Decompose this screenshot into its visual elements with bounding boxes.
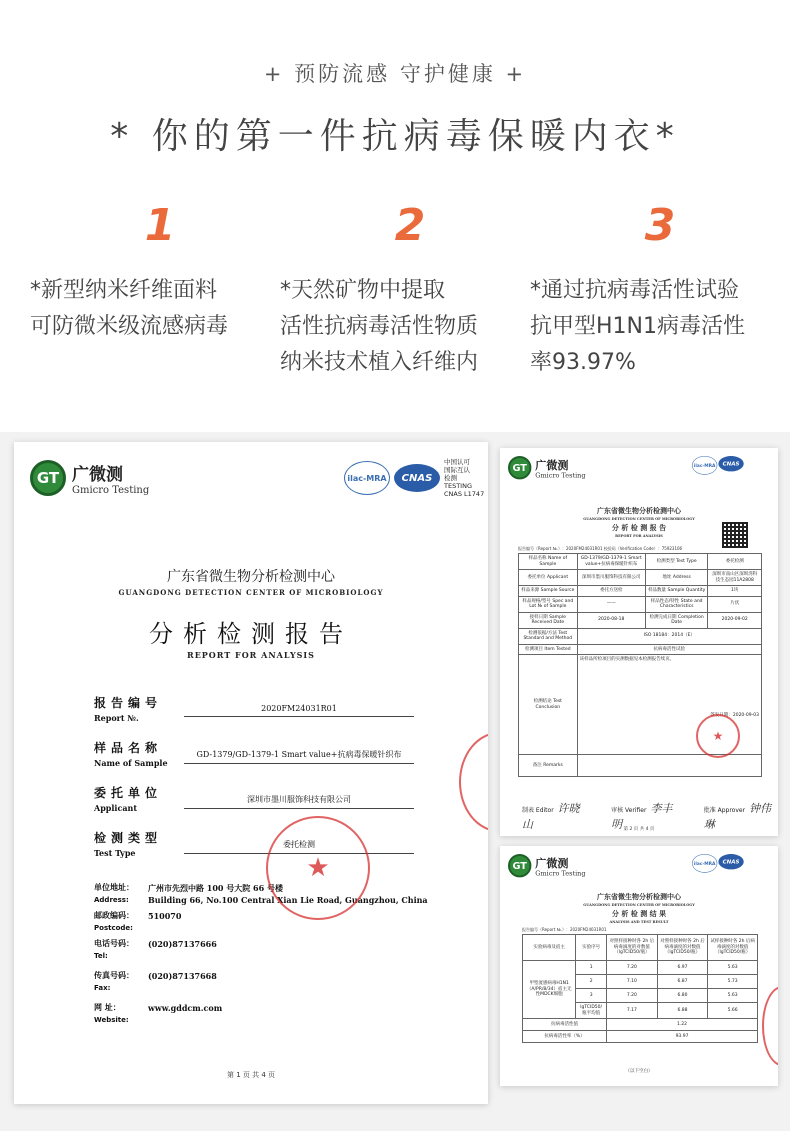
feature-number: 2 [394, 200, 426, 251]
contact-key-en: Address: [94, 896, 129, 904]
contact-value-en: Building 66, No.100 Central Xian Lie Road, Guangzhou, China [148, 895, 428, 905]
table-row [519, 554, 762, 570]
table-cell: 6.87 [657, 975, 708, 989]
certificate-cover-page [14, 442, 488, 1104]
contact-value: www.gddcm.com [148, 1003, 223, 1013]
accreditation-marks [692, 854, 744, 873]
table-cell: 样品名称 Name of Sample [519, 554, 578, 570]
table-header: 实验病毒及宿主 [523, 935, 576, 961]
contact-value: 510070 [148, 911, 182, 921]
ilac-mra-icon: ilac-MRA [344, 461, 390, 495]
feature-number: 3 [644, 200, 676, 251]
qr-code-icon [722, 522, 748, 548]
signature: 钟伟琳 [703, 802, 772, 831]
reference-line: 报告编号（Report №.）：2020FM24031R01 校验码（Verification Code）：75923106 [518, 546, 683, 551]
blank-marker: （以下空白） [625, 1069, 653, 1074]
table-cell: 5.66 [708, 1003, 758, 1019]
accreditation-marks [692, 456, 744, 475]
table-row [519, 586, 762, 597]
field-label-en: Applicant [94, 803, 138, 813]
report-title-cn: 分 析 检 测 报 告 [611, 524, 667, 532]
table-cell: 3 [576, 989, 607, 1003]
table-cell: 检测结论 Test Conclusion [519, 655, 578, 755]
table-cell: 委托单位 Applicant [519, 570, 578, 586]
feature-number: 1 [144, 200, 176, 251]
table-cell: 抗病毒活性值 [523, 1019, 607, 1031]
signature-label: 制表 Editor [522, 807, 554, 814]
field-value: 委托检测 [184, 839, 414, 854]
feature-text [530, 273, 790, 381]
cnas-line: TESTING [444, 482, 472, 490]
signature: 许晓山 [522, 802, 580, 831]
brand-logo [508, 456, 586, 479]
signature: 李丰明 [611, 802, 673, 831]
table-row [519, 612, 762, 628]
field-label: 报告编号 [94, 696, 163, 710]
feature-line: 抗甲型H1N1病毒活性 [530, 314, 745, 339]
contact-key-en: Postcode: [94, 924, 133, 932]
table-cell: 5.63 [708, 961, 758, 975]
feature-line: *通过抗病毒活性试验 [530, 278, 740, 303]
seal-edge-icon [762, 986, 778, 1066]
table-cell: 委托检测 [708, 554, 762, 570]
contact-key: 邮政编码： [94, 911, 134, 920]
field-label-en: Test Type [94, 848, 136, 858]
tagline: + 预防流感 守护健康 + [263, 62, 527, 86]
table-cell: 7.20 [607, 989, 658, 1003]
table-cell: 地址 Address [645, 570, 708, 586]
table-cell: 2020-08-18 [577, 612, 645, 628]
table-cell: GD-1379/GD-1379-1 Smart value+抗病毒保暖针织布 [577, 554, 645, 570]
contact-key: 传真号码： [94, 971, 134, 980]
signature-label: 批准 Approver [703, 807, 746, 814]
field-value: 2020FM24031R01 [184, 704, 414, 717]
contact-key-en: Tel: [94, 952, 108, 960]
table-cell: 7.17 [607, 1003, 658, 1019]
feature-line: *天然矿物中提取 [280, 278, 446, 303]
table-cell: 1.22 [607, 1019, 758, 1031]
field-value: 深圳市墨川服饰科技有限公司 [184, 794, 414, 809]
conclusion-text: 该样品所检项目的实测数据见本检测报告续页。 [579, 657, 675, 662]
feature-line: 纳米技术植入纤维内 [280, 350, 479, 375]
seal-edge-icon [459, 732, 488, 832]
table-header: 对照样接种时各 2h 后病毒滴度的对数值（lgTCID50/瓶） [657, 935, 708, 961]
table-cell: 样品性态/特性 State and Characteristics [645, 596, 708, 612]
ilac-mra-icon: ilac-MRA [692, 854, 717, 873]
contact-key: 单位地址： [94, 883, 134, 892]
table-row [523, 935, 758, 961]
table-header: 对照样接种时各 2h 后病毒滴度的对数值（lgTCID50/瓶） [607, 935, 658, 961]
report-title-cn: 分 析 检 测 结 果 [611, 910, 667, 918]
feature-text [280, 273, 540, 381]
table-cell: 抗病毒活性率（%） [523, 1031, 607, 1043]
table-cell: 样品规格/型号 Spec and Lot № of Sample [519, 596, 578, 612]
report-title-en: ANALYSIS AND TEST RESULT [609, 920, 669, 924]
table-row [519, 755, 762, 777]
contact-value: (020)87137668 [148, 971, 217, 981]
table-cell: 2020-09-02 [708, 612, 762, 628]
contact-key-en: Fax: [94, 984, 111, 992]
certificate-page-3 [500, 846, 778, 1086]
contact-key-en: Website: [94, 1016, 129, 1024]
page-number: 第 2 页 共 4 页 [623, 827, 655, 832]
table-cell: 7.10 [607, 975, 658, 989]
table-cell: —— [577, 596, 645, 612]
issue-date: 签发日期：2020-09-03 [710, 712, 759, 718]
org-name-cn: 广东省微生物分析检测中心 [597, 507, 681, 515]
org-name-en: GUANGDONG DETECTION CENTER OF MICROBIOLOGY [583, 903, 695, 907]
brand-name-en: Gmicro Testing [535, 472, 586, 480]
table-cell: 检测类型 Test Type [645, 554, 708, 570]
accreditation-marks [344, 458, 484, 498]
cnas-icon: CNAS [718, 456, 743, 471]
feature-line: 率93.97% [530, 350, 636, 375]
feature-2 [280, 200, 540, 381]
contact-value: 广州市先烈中路 100 号大院 66 号楼 [148, 883, 283, 893]
reference-line: 报告编号（Report №.）：2020FM24031R01 [522, 927, 607, 932]
table-cell: 检测项目 Item Tested [519, 644, 578, 655]
field-label: 委托单位 [94, 786, 163, 800]
gt-logo-icon: GT [30, 460, 66, 496]
contact-value: (020)87137666 [148, 939, 217, 949]
table-cell: 检测完成日期 Completion Date [645, 612, 708, 628]
cnas-line: 中国认可 [444, 458, 470, 466]
field-sample-name [94, 739, 404, 768]
table-cell: 6.97 [657, 961, 708, 975]
field-label-en: Report №. [94, 713, 139, 723]
brand-name-en: Gmicro Testing [72, 485, 150, 496]
cnas-icon: CNAS [718, 854, 743, 869]
field-value: GD-1379/GD-1379-1 Smart value+抗病毒保暖针织布 [184, 749, 414, 764]
official-seal-icon: ★ [696, 714, 740, 758]
brand-name-en: Gmicro Testing [535, 870, 586, 878]
certificate-page-2 [500, 448, 778, 836]
table-cell: 样品来源 Sample Source [519, 586, 578, 597]
org-name-en: GUANGDONG DETECTION CENTER OF MICROBIOLOGY [118, 588, 384, 597]
table-row [523, 1019, 758, 1031]
brand-name-cn: 广微测 [535, 459, 569, 473]
table-cell: 深圳市墨川服饰科技有限公司 [577, 570, 645, 586]
feature-line: *新型纳米纤维面料 [30, 278, 218, 303]
page-number: 第 1 页 共 4 页 [226, 1071, 276, 1079]
table-cell: 抗病毒活性试验 [577, 644, 761, 655]
feature-text [30, 273, 290, 345]
table-cell: 2 [576, 975, 607, 989]
org-name-cn: 广东省微生物分析检测中心 [597, 893, 681, 901]
table-cell: 6.88 [657, 1003, 708, 1019]
official-seal-icon: ★ [266, 816, 370, 920]
report-title-cn: 分析检测报告 [149, 620, 353, 648]
contact-block [94, 882, 428, 1026]
results-table [522, 934, 758, 1043]
feature-1 [30, 200, 290, 345]
table-cell: 接样日期 Sample Received Date [519, 612, 578, 628]
feature-line: 活性抗病毒活性物质 [280, 314, 479, 339]
table-cell: 6.80 [657, 989, 708, 1003]
table-cell: 片状 [708, 596, 762, 612]
table-cell: 深圳市南山区深圳湾科技生态园11A2808 [708, 570, 762, 586]
ilac-mra-icon: ilac-MRA [692, 456, 717, 475]
table-cell: 委托方送检 [577, 586, 645, 597]
table-cell: 1块 [708, 586, 762, 597]
brand-name-cn: 广微测 [72, 465, 123, 485]
table-cell: lgTCID50/瓶平均值 [576, 1003, 607, 1019]
feature-3 [530, 200, 790, 381]
feature-line: 可防微米级流感病毒 [30, 314, 229, 339]
field-applicant [94, 784, 404, 813]
cnas-line: CNAS L1747 [444, 490, 485, 498]
table-cell: 检测依据/方法 Test Standard and Method [519, 628, 578, 644]
table-row [519, 644, 762, 655]
table-cell: 7.20 [607, 961, 658, 975]
table-cell: 样品数量 Sample Quantity [645, 586, 708, 597]
table-cell: 1 [576, 961, 607, 975]
cnas-line: 检测 [444, 474, 457, 482]
org-name-en: GUANGDONG DETECTION CENTER OF MICROBIOLOGY [583, 517, 695, 521]
gt-logo-icon: GT [508, 456, 531, 479]
table-row [523, 961, 758, 975]
brand-name-cn: 广微测 [535, 857, 569, 871]
field-label: 样品名称 [94, 741, 163, 755]
signature-label: 审核 Verifier [611, 807, 647, 814]
table-cell [577, 755, 761, 777]
report-title-en: REPORT FOR ANALYSIS [187, 650, 315, 660]
brand-logo [30, 460, 149, 496]
brand-logo [508, 854, 586, 877]
table-cell: 备注 Remarks [519, 755, 578, 777]
field-label: 检测类型 [94, 831, 163, 845]
table-header: 试样接种时各 2h 后病毒滴度的对数值（lgTCID50/瓶） [708, 935, 758, 961]
cnas-info [444, 458, 484, 498]
cnas-line: 国际互认 [444, 466, 470, 474]
table-cell: 5.73 [708, 975, 758, 989]
headline: * 你的第一件抗病毒保暖内衣* [110, 116, 680, 157]
table-row [523, 1031, 758, 1043]
table-cell: 5.63 [708, 989, 758, 1003]
contact-key: 网 址： [94, 1003, 121, 1012]
table-cell: 93.97 [607, 1031, 758, 1043]
table-header: 实验序号 [576, 935, 607, 961]
table-row [519, 596, 762, 612]
report-title-en: REPORT FOR ANALYSIS [615, 534, 663, 538]
table-cell: ISO 18184：2014（E） [577, 628, 761, 644]
gt-logo-icon: GT [508, 854, 531, 877]
table-row [519, 570, 762, 586]
field-report-no [94, 694, 404, 723]
cnas-icon: CNAS [394, 464, 440, 492]
table-row [519, 628, 762, 644]
field-label-en: Name of Sample [94, 758, 168, 768]
org-name-cn: 广东省微生物分析检测中心 [167, 569, 335, 585]
table-cell: 甲型流感病毒H1N1（A/PR/8/34）宿主无性MDCK细胞 [523, 961, 576, 1019]
contact-key: 电话号码： [94, 939, 134, 948]
